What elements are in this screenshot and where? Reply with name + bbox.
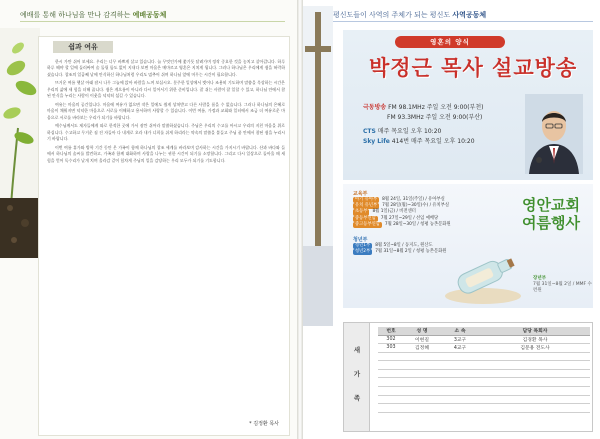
table-cell: [480, 352, 590, 361]
left-header-divider: [20, 21, 285, 22]
left-header-prefix: 예배를 통해 하나님을 만나 감격하는: [20, 11, 131, 19]
side-char: 족: [353, 394, 361, 402]
table-header-row: [378, 327, 590, 335]
column-header: 담당 목회자: [480, 327, 590, 335]
table-cell: [378, 404, 404, 413]
schedule-list-youth: [353, 243, 446, 255]
right-header-divider: [333, 21, 593, 22]
table-row: [378, 369, 590, 378]
table-cell: [378, 378, 404, 387]
table-cell: [480, 378, 590, 387]
table-cell: [378, 387, 404, 396]
message-bottle-image: [443, 236, 523, 306]
plant-sprout-image: [0, 28, 40, 258]
schedule-dept: 아기 유아부: [355, 197, 378, 202]
table-cell: [440, 395, 480, 404]
schedule-side-title: 영안교회 여름행사: [522, 196, 580, 232]
new-family-box: [343, 322, 593, 432]
broadcast-line-text: 414번 매주 목요일 오후 10:20: [391, 138, 475, 145]
schedule-section-label: 교육부: [353, 191, 368, 197]
schedule-info: 7월 28일(월)~30일(수) / 유치부실: [382, 203, 450, 209]
broadcast-line-text: 매주 목요일 오후 10:20: [377, 128, 442, 135]
table-cell: [440, 361, 480, 370]
summer-events-banner: [343, 184, 593, 308]
table-cell: 김정혜: [404, 344, 440, 353]
broadcast-line-label: Sky Life: [363, 138, 390, 145]
table-cell: 김경환 목사: [480, 335, 590, 344]
schedule-info: 7월 31일~8월 2일 / 청평 농촌문화원: [375, 249, 447, 255]
broadcast-line: [363, 102, 484, 111]
new-family-side-label: [344, 323, 370, 431]
table-row: [378, 352, 590, 361]
broadcast-subtitle: 영혼의 양식: [395, 36, 505, 48]
table-cell: 이현길: [404, 335, 440, 344]
schedule-dept: 중고등부연합: [355, 221, 380, 227]
table-row: [378, 335, 590, 344]
schedule-section-label: 청년부: [353, 237, 368, 243]
essay-box: [38, 36, 290, 436]
schedule-dept: 유치 유년부: [355, 203, 378, 209]
table-row: [378, 404, 590, 413]
broadcast-line-text: FM 93.3MHz 주일 오전 9:00(부산): [387, 114, 483, 121]
schedule-dept: 초등부: [355, 209, 368, 215]
left-page: [0, 0, 298, 439]
table-cell: [378, 361, 404, 370]
side-note-label: 장년부: [533, 276, 547, 281]
left-page-header: [20, 10, 166, 20]
broadcast-line-label: 극동방송: [363, 104, 387, 111]
table-cell: [404, 404, 440, 413]
table-cell: [440, 352, 480, 361]
table-cell: [440, 387, 480, 396]
schedule-side-note: [533, 276, 593, 294]
schedule-info: 8월 5일~8일 / 동지도, 원산도: [375, 243, 433, 248]
schedule-dept: 청년1부: [355, 243, 371, 248]
table-cell: 3교구: [440, 335, 480, 344]
side-char: 가: [353, 370, 361, 378]
table-row: [378, 378, 590, 387]
table-cell: [404, 378, 440, 387]
column-header: 소 속: [440, 327, 480, 335]
table-cell: [404, 369, 440, 378]
essay-paragraph: 한시 가만 쉬어 보세요. 우리는 너무 바쁘게 살고 있습니다. 늘 무엇인가에 쫓기듯 달려가며 정작 중요한 것을 놓치고 살아갑니다. 하루하루 해야 할 일에 둘러싸여 숨 돌릴 틈도 없이 지내다 보면 마음은 메마르고 영혼은 지치게 됩니다. 그러나 하나님은 우리에게 쉼을 허락하셨습니다. 창조의 일곱째 날에 안식하신 하나님처럼 우리도 멈추어 쉬며 하나님 앞에 머무는 시간이 필요합니다.: [47, 59, 285, 77]
broadcast-line-text: FM 98.1MHz 주일 오전 9:00(부천): [388, 104, 484, 111]
table-cell: [480, 404, 590, 413]
essay-paragraph: 뜨거운 여름 햇살 아래 잠시 나무 그늘에 앉아 바람을 느껴 보십시오. 분주한 일상에서 벗어나 조용히 기도하며 말씀을 묵상하는 시간은 우리의 삶에 새 힘을 더해 줍니다. 쉼은 게으름이 아니라 다시 일어서기 위한 준비입니다. 잘 쉬는 사람이 잘 일할 수 있고, 하나님 안에서 참된 안식을 누리는 사람이 이웃을 넉넉히 섬길 수 있습니다.: [47, 80, 285, 99]
table-cell: [378, 369, 404, 378]
sermon-broadcast-banner: [343, 30, 593, 180]
schedule-row: [353, 249, 446, 255]
essay-paragraph: 여유는 마음의 공간입니다. 마음에 여유가 없으면 작은 일에도 쉽게 상처받고 다른 사람을 품을 수 없습니다. 그러나 하나님의 은혜로 마음이 채워지면 넉넉한 마음으로 서로를 이해하고 용서하며 사랑할 수 있습니다. 이번 여름, 가정과 교회와 일터에서 조금 더 여유로운 마음으로 서로를 바라보는 우리가 되기를 바랍니다.: [47, 101, 285, 120]
table-row: [378, 361, 590, 370]
table-cell: [404, 387, 440, 396]
table-row: [378, 387, 590, 396]
table-cell: [480, 387, 590, 396]
right-page-header: [333, 10, 486, 20]
table-cell: [378, 352, 404, 361]
table-row: [378, 395, 590, 404]
essay-paragraph: 예수님께서도 제자들에게 따로 한적한 곳에 가서 잠깐 쉬어라 말씀하셨습니다. 주님은 우리의 수고를 아시고 우리의 지친 마음을 위로하십니다. 수고하고 무거운 짐 진 자들아 다 내게로 오라 내가 너희를 쉬게 하리라는 약속의 말씀을 붙들고 주님 품 안에서 참된 쉼을 누리시기 바랍니다.: [47, 123, 285, 142]
table-cell: [404, 352, 440, 361]
broadcast-line: [363, 126, 441, 135]
schedule-dept: 청년2부: [355, 249, 371, 255]
table-cell: [404, 361, 440, 370]
side-note-text: 7월 31일~8월 2일 / MMF 수련원: [533, 282, 592, 293]
table-cell: [480, 361, 590, 370]
left-header-accent: 예배공동체: [132, 11, 167, 19]
schedule-info: 8월 1일(금) / 비전센터: [372, 209, 416, 215]
table-cell: [440, 404, 480, 413]
broadcast-title: 박정근 목사 설교방송: [369, 56, 578, 80]
broadcast-line-label: CTS: [363, 128, 376, 135]
table-cell: 302: [378, 335, 404, 344]
right-header-accent: 사역공동체: [452, 11, 487, 19]
table-row: [378, 344, 590, 353]
schedule-info: 8월 24일, 31일(주일) / 유아부실: [382, 197, 445, 202]
table-cell: 303: [378, 344, 404, 353]
table-cell: [440, 378, 480, 387]
essay-title: 쉼과 여유: [53, 41, 113, 53]
schedule-info: 7월 28일~30일 / 청평 농촌문화원: [384, 221, 451, 227]
broadcast-line: [363, 136, 475, 145]
right-header-prefix: 평신도들이 사역의 주체가 되는 평신도: [333, 11, 451, 19]
table-cell: [480, 395, 590, 404]
table-cell: [404, 395, 440, 404]
table-cell: [440, 369, 480, 378]
table-cell: 4교구: [440, 344, 480, 353]
essay-paragraph: 이번 여름 휴가와 방학 기간 동안 온 가족이 함께 하나님의 창조 세계를 바라보며 감사하는 시간을 가지시기 바랍니다. 산과 바다와 들에서 하나님의 솜씨를 발견하고, 가족과 함께 대화하며 사랑을 나누는 귀한 시간이 되기를 소망합니다. 그리고 다시 일상으로 돌아올 때 새 힘을 얻어 독수리가 날개 치며 올라감 같이 힘차게 주님의 일을 감당하는 우리 모두가 되기를 기도합니다.: [47, 144, 285, 163]
pastor-portrait: [525, 94, 583, 174]
side-char: 새: [353, 346, 361, 354]
schedule-row: [353, 222, 451, 228]
schedule-dept: 중등부연합: [355, 215, 376, 221]
essay-author: * 김정환 목사: [249, 421, 279, 427]
new-family-table: [378, 327, 590, 413]
cross-image: [303, 6, 333, 326]
right-page: [303, 0, 600, 439]
essay-body: [47, 59, 285, 166]
column-header: 번호: [378, 327, 404, 335]
table-cell: 김문용 전도사: [480, 344, 590, 353]
column-header: 성 명: [404, 327, 440, 335]
broadcast-line: [387, 112, 482, 121]
schedule-list-education: [353, 197, 451, 228]
table-cell: [378, 395, 404, 404]
schedule-info: 7월 27일~29일 / 선임 예배당: [380, 215, 439, 221]
table-cell: [480, 369, 590, 378]
